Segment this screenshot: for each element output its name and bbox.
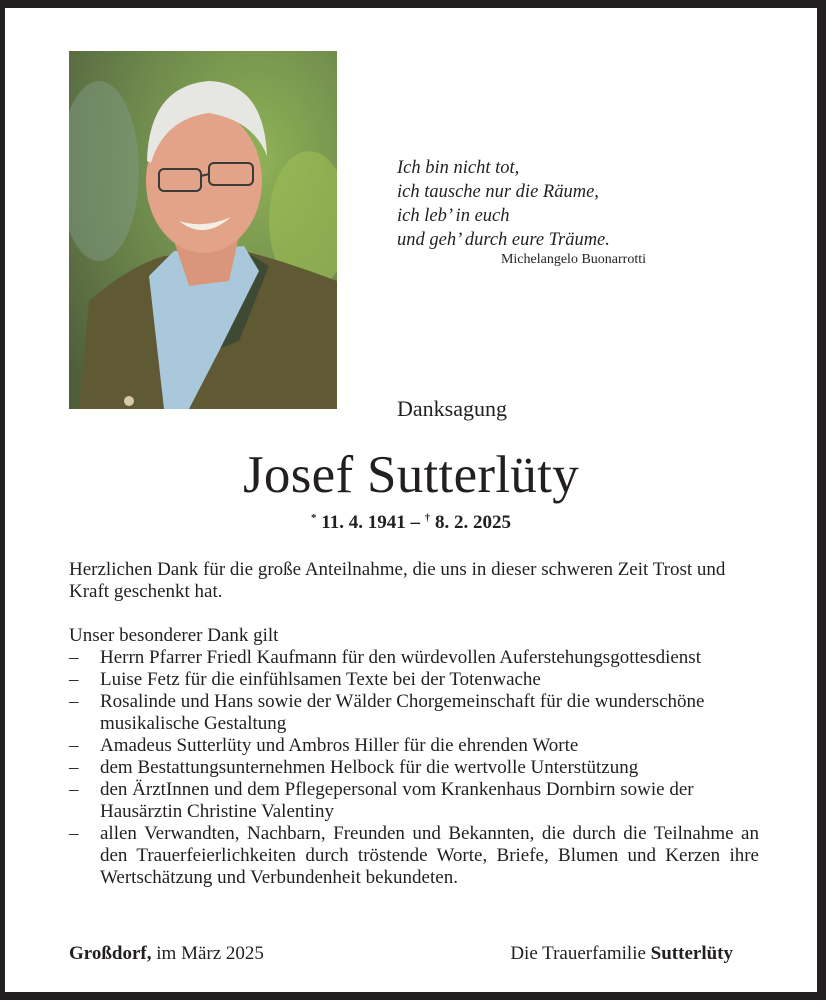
family-prefix: Die Trauerfamilie bbox=[510, 943, 651, 964]
dash-bullet: – bbox=[69, 647, 79, 668]
thanks-list bbox=[69, 647, 759, 889]
quote-line: und geh’ durch eure Träume. bbox=[397, 230, 610, 250]
list-item bbox=[69, 691, 759, 735]
list-item bbox=[69, 779, 759, 823]
family-signature bbox=[510, 943, 733, 965]
list-item bbox=[69, 757, 759, 779]
deceased-name: Josef Sutterlüty bbox=[242, 446, 580, 504]
birth-symbol: * bbox=[311, 512, 317, 524]
list-item-text: Luise Fetz für die einfühlsamen Texte bei der Totenwache bbox=[100, 669, 541, 690]
list-item-text: allen Verwandten, Nachbarn, Freunden und Bekannten, die durch die Teilnahme an den Trauerfeierlichkeiten durch tröstende Worte, Briefe, Blumen und Kerzen ihre Wertschätzung und Verbundenheit bekundeten. bbox=[100, 823, 759, 888]
portrait-photo bbox=[69, 51, 337, 409]
life-dates bbox=[5, 512, 817, 534]
dash-bullet: – bbox=[69, 757, 79, 778]
obituary-card bbox=[5, 8, 817, 992]
list-item bbox=[69, 823, 759, 889]
quote-line: Ich bin nicht tot, bbox=[397, 158, 520, 178]
list-item-text: dem Bestattungsunternehmen Helbock für die wertvolle Unterstützung bbox=[100, 757, 639, 778]
quote-line: ich tausche nur die Räume, bbox=[397, 182, 599, 202]
dash-bullet: – bbox=[69, 735, 79, 756]
list-item-text: Rosalinde und Hans sowie der Wälder Chorgemeinschaft für die wunderschöne musikalische Gestaltung bbox=[100, 691, 705, 734]
thanks-heading: Unser besonderer Dank gilt bbox=[69, 625, 279, 646]
death-date: 8. 2. 2025 bbox=[434, 512, 511, 533]
list-item-text: den ÄrztInnen und dem Pflegepersonal vom Krankenhaus Dornbirn sowie der Hausärztin Christine Valentiny bbox=[100, 779, 694, 822]
place-date bbox=[69, 943, 264, 965]
quote-line: ich leb’ in euch bbox=[397, 206, 510, 226]
dash-bullet: – bbox=[69, 691, 79, 712]
death-symbol: † bbox=[424, 512, 431, 524]
quote bbox=[397, 156, 657, 252]
list-item-text: Herrn Pfarrer Friedl Kaufmann für den würdevollen Auferstehungsgottesdienst bbox=[100, 647, 701, 668]
dash-bullet: – bbox=[69, 779, 79, 800]
place: Großdorf, bbox=[69, 943, 152, 964]
family-name: Sutterlüty bbox=[650, 943, 733, 964]
date-separator: – bbox=[405, 512, 425, 533]
dash-bullet: – bbox=[69, 669, 79, 690]
list-item bbox=[69, 669, 759, 691]
portrait-illustration bbox=[69, 51, 337, 409]
heading-danksagung: Danksagung bbox=[397, 396, 507, 421]
list-item bbox=[69, 647, 759, 669]
intro-paragraph: Herzlichen Dank für die große Anteilnahme, die uns in dieser schweren Zeit Trost und Kraft geschenkt hat. bbox=[69, 559, 726, 602]
quote-author: Michelangelo Buonarrotti bbox=[500, 252, 646, 267]
list-item-text: Amadeus Sutterlüty und Ambros Hiller für die ehrenden Worte bbox=[100, 735, 579, 756]
list-item bbox=[69, 735, 759, 757]
dash-bullet: – bbox=[69, 823, 79, 844]
date: im März 2025 bbox=[151, 943, 264, 964]
birth-date: 11. 4. 1941 bbox=[321, 512, 406, 533]
thanks-body bbox=[69, 559, 759, 889]
